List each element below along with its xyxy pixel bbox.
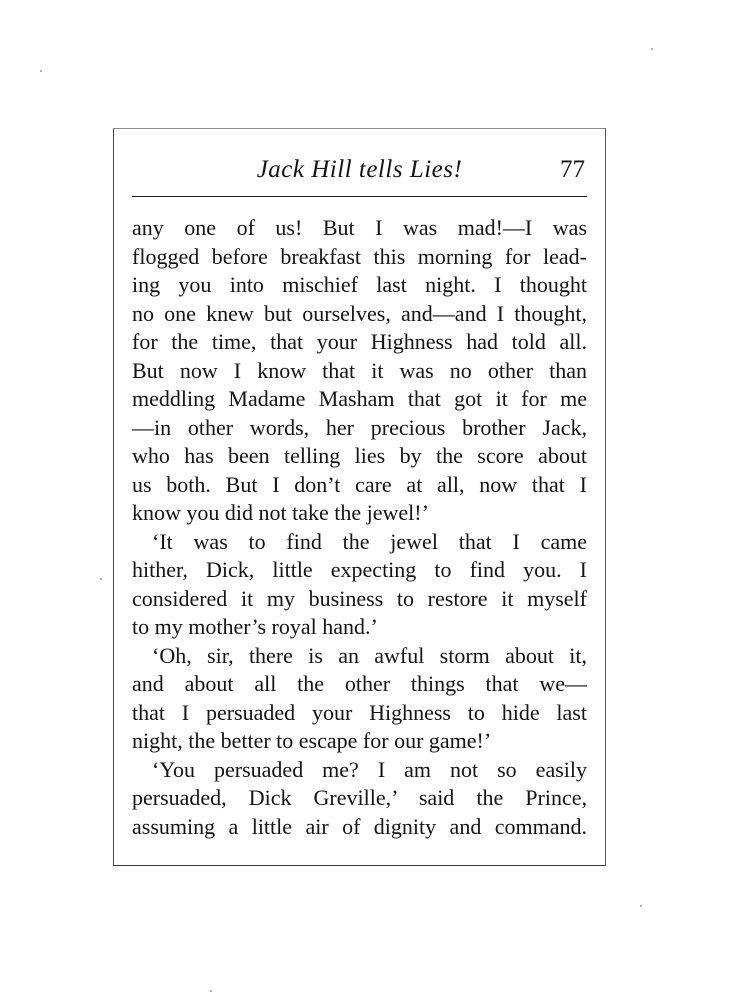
running-title: Jack Hill tells Lies!	[256, 156, 463, 183]
text-line: and about all the other things that we—	[132, 671, 587, 696]
text-line: to my mother’s royal hand.’	[132, 614, 378, 639]
running-head	[132, 150, 587, 190]
text-line: us both. But I don’t care at all, now that I	[132, 471, 587, 497]
text-line: ‘You persuaded me? I am not so easily	[152, 756, 587, 782]
header-rule	[132, 196, 587, 197]
text-line: ‘It was to find the jewel that I came	[152, 528, 587, 554]
text-line: considered it my business to restore it myself	[132, 585, 587, 611]
text-line: for the time, that your Highness had told all.	[132, 329, 587, 354]
text-line: ing you into mischief last night. I thought	[132, 272, 587, 297]
text-line: know you did not take the jewel!’	[132, 500, 429, 525]
paper-speck	[210, 990, 212, 992]
text-line: persuaded, Dick Greville,’ said the Prince,	[132, 785, 587, 810]
text-line: meddling Madame Masham that got it for me	[132, 386, 587, 411]
text-line: But now I know that it was no other than	[132, 357, 587, 383]
text-line: who has been telling lies by the score about	[132, 443, 587, 468]
text-line: any one of us! But I was mad!—I was	[132, 215, 587, 240]
text-line: ‘Oh, sir, there is an awful storm about it,	[152, 642, 587, 668]
text-line: assuming a little air of dignity and command.	[132, 813, 587, 839]
paper-speck	[640, 905, 642, 907]
text-line: that I persuaded your Highness to hide last	[132, 699, 587, 725]
text-line: —in other words, her precious brother Jack,	[132, 414, 587, 440]
paper-speck	[40, 70, 42, 72]
text-line: hither, Dick, little expecting to find you. I	[132, 557, 587, 582]
body-text	[132, 214, 587, 841]
text-line: night, the better to escape for our game!’	[132, 728, 492, 753]
text-line: flogged before breakfast this morning for lead-	[132, 243, 587, 269]
page-number: 77	[560, 156, 585, 183]
text-line: no one knew but ourselves, and—and I thought,	[132, 300, 587, 326]
paper-speck	[651, 48, 653, 50]
paper-speck	[100, 578, 102, 580]
